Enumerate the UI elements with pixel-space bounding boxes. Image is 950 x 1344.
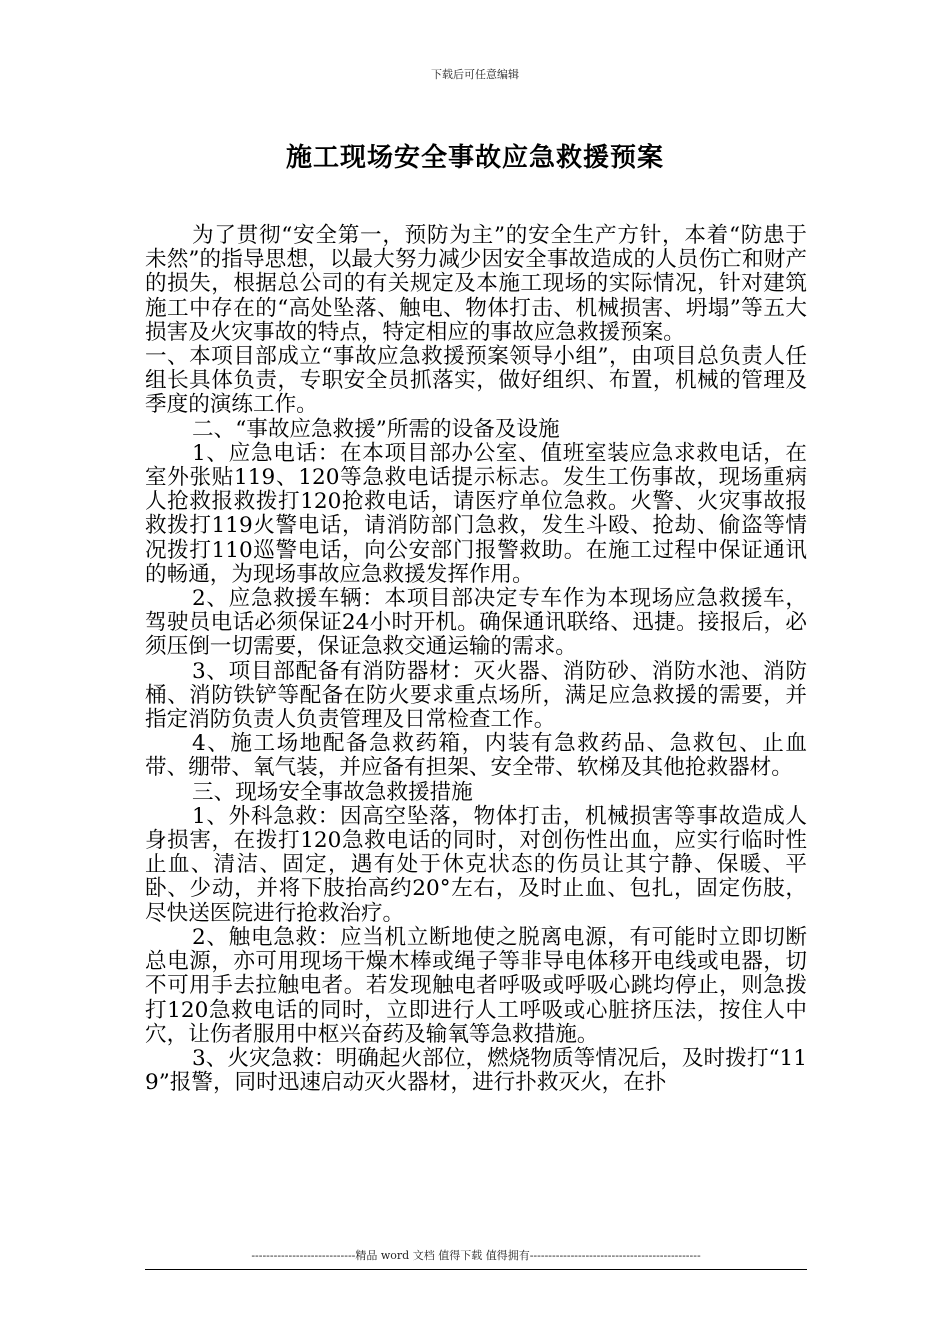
heading-section-2: 二、“事故应急救援”所需的设备及设施 bbox=[192, 416, 560, 442]
paragraph-first-aid-kit: 4、施工场地配备急救药箱，内装有急救药品、急救包、止血带、绷带、氧气装，并应备有担架、安全带、软梯及其他抢救器材。 bbox=[145, 731, 807, 781]
paragraph-intro: 为了贯彻“安全第一，预防为主”的安全生产方针，本着“防患于未然”的指导思想，以最大努力减少因安全事故造成的人员伤亡和财产的损失，根据总公司的有关规定及本施工现场的实际情况，针对建筑施工中存在的“高处坠落、触电、物体打击、机械损害、坍塌”等五大损害及火灾事故的特点，特定相应的事故应急救援预案。 bbox=[145, 223, 807, 345]
paragraph-fire-equipment: 3、项目部配备有消防器材：灭火器、消防砂、消防水池、消防桶、消防铁铲等配备在防火要求重点场所，满足应急救援的需要，并指定消防负责人负责管理及日常检查工作。 bbox=[145, 658, 807, 733]
paragraph-section-1: 一、本项目部成立“事故应急救援预案领导小组”，由项目总负责人任组长具体负责，专职安全员抓落实，做好组织、布置，机械的管理及季度的演练工作。 bbox=[145, 344, 807, 418]
paragraph-emergency-phone: 1、应急电话：在本项目部办公室、值班室装应急求救电话，在室外张贴119、120等急救电话提示标志。发生工伤事故，现场重病人抢救报救拨打120抢救电话，请医疗单位急救。火警、火灾事故报救拨打119火警电话，请消防部门急救，发生斗殴、抢劫、偷盗等情况拨打110巡警电话，向公安部门报警救助。在施工过程中保证通讯的畅通，为现场事故应急救援发挥作用。 bbox=[145, 440, 807, 587]
paragraph-surgical-aid: 1、外科急救：因高空坠落，物体打击，机械损害等事故造成人身损害，在拨打120急救电话的同时，对创伤性出血，应实行临时性止血、清洁、固定，遇有处于休克状态的伤员让其宁静、保暖、平卧、少动，并将下肢抬高约20°左右，及时止血、包扎，固定伤肢，尽快送医院进行抢救治疗。 bbox=[145, 803, 807, 926]
document-body bbox=[145, 224, 807, 1095]
paragraph-emergency-vehicle: 2、应急救援车辆：本项目部决定专车作为本现场应急救援车，驾驶员电话必须保证24小时开机。确保通讯联络、迅捷。接报后，必须压倒一切需要，保证急救交通运输的需求。 bbox=[145, 586, 807, 660]
heading-section-3: 三、现场安全事故急救援措施 bbox=[192, 779, 473, 805]
footer-text: ----------------------------精品 word 文档 值得下载 值得拥有---------------------------------------------- bbox=[251, 1249, 701, 1262]
page-footer bbox=[145, 1247, 807, 1270]
document-title: 施工现场安全事故应急救援预案 bbox=[285, 143, 664, 173]
paragraph-fire-aid: 3、火灾急救：明确起火部位，燃烧物质等情况后，及时拨打“119”报警，同时迅速启动灭火器材，进行扑救灭火，在扑 bbox=[145, 1045, 807, 1096]
footer-divider bbox=[145, 1269, 807, 1270]
paragraph-electric-shock-aid: 2、触电急救：应当机立断地使之脱离电源，有可能时立即切断总电源，亦可用现场干燥木棒或绳子等非导电体移开电线或电器，切不可用手去拉触电者。若发现触电者呼吸或呼吸心跳均停止，则急拨打120急救电话的同时，立即进行人工呼吸或心脏挤压法，按住人中穴，让伤者服用中枢兴奋药及输氧等急救措施。 bbox=[145, 924, 807, 1047]
header-note: 下载后可任意编辑 bbox=[431, 68, 519, 81]
